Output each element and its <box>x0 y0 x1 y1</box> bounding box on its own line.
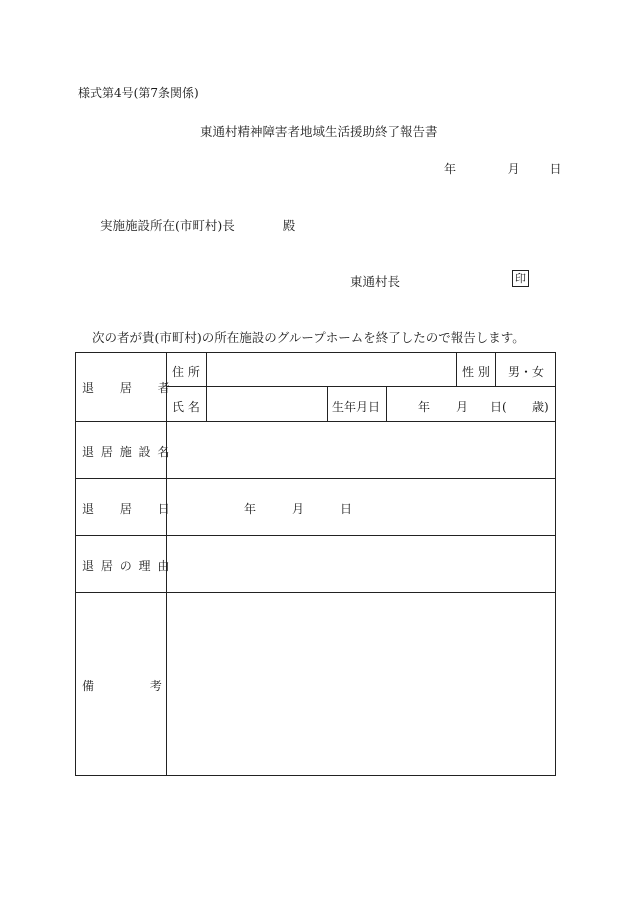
col-divider <box>495 353 496 386</box>
name-field[interactable] <box>207 387 326 420</box>
birth-day: 日( <box>490 400 507 414</box>
reason-label-char: 由 <box>157 559 170 573</box>
facility-label-char: 居 <box>100 445 113 459</box>
resident-label-char: 居 <box>119 381 132 395</box>
leave-month: 月 <box>292 502 305 516</box>
row-divider <box>76 478 555 479</box>
leave-day: 日 <box>340 502 353 516</box>
remarks-label-char: 備 <box>82 679 95 693</box>
date-day: 日 <box>549 162 562 176</box>
facility-label-char: 施 <box>119 445 132 459</box>
remarks-label-char: 考 <box>149 679 162 693</box>
reason-label-char: 理 <box>138 559 151 573</box>
gender-options[interactable]: 男・女 <box>508 365 545 379</box>
facility-field[interactable] <box>167 422 555 478</box>
leave-date-label-char: 日 <box>157 502 170 516</box>
address-field[interactable] <box>207 354 455 385</box>
birth-label: 生年月日 <box>332 400 381 414</box>
resident-label <box>82 379 170 396</box>
leave-date-label-char: 居 <box>119 502 132 516</box>
address-label: 住 所 <box>172 365 200 379</box>
facility-label-char: 設 <box>138 445 151 459</box>
facility-label-char: 退 <box>82 445 95 459</box>
name-label: 氏 名 <box>172 400 200 414</box>
col-divider <box>327 386 328 421</box>
gender-label: 性 別 <box>462 365 490 379</box>
col-divider <box>386 386 387 421</box>
sender-name: 東通村長 <box>350 274 401 289</box>
date-year: 年 <box>444 162 457 176</box>
facility-label <box>82 443 169 460</box>
leave-date-label-char: 退 <box>82 502 95 516</box>
addressee-honorific: 殿 <box>282 218 296 233</box>
birth-month: 月 <box>456 400 469 414</box>
seal-mark: 印 <box>512 270 529 287</box>
report-table <box>75 352 556 776</box>
reason-label <box>82 557 169 574</box>
form-number: 様式第4号(第7条関係) <box>78 86 199 100</box>
report-date <box>444 160 562 177</box>
reason-label-char: の <box>119 559 132 573</box>
remarks-field[interactable] <box>167 593 555 775</box>
col-divider <box>456 353 457 386</box>
age: 歳) <box>532 400 549 414</box>
birth-year: 年 <box>418 400 431 414</box>
remarks-label <box>82 677 162 694</box>
intro-text: 次の者が貴(市町村)の所在施設のグループホームを終了したので報告します。 <box>92 330 525 345</box>
resident-label-char: 退 <box>82 381 95 395</box>
leave-date-label <box>82 500 170 517</box>
reason-field[interactable] <box>167 536 555 592</box>
document-title: 東通村精神障害者地域生活援助終了報告書 <box>200 124 438 139</box>
date-month: 月 <box>507 162 520 176</box>
resident-label-char: 者 <box>157 381 170 395</box>
addressee <box>100 216 295 234</box>
facility-label-char: 名 <box>157 445 170 459</box>
leave-year: 年 <box>244 502 257 516</box>
reason-label-char: 退 <box>82 559 95 573</box>
reason-label-char: 居 <box>100 559 113 573</box>
addressee-name: 実施施設所在(市町村)長 <box>100 218 235 233</box>
